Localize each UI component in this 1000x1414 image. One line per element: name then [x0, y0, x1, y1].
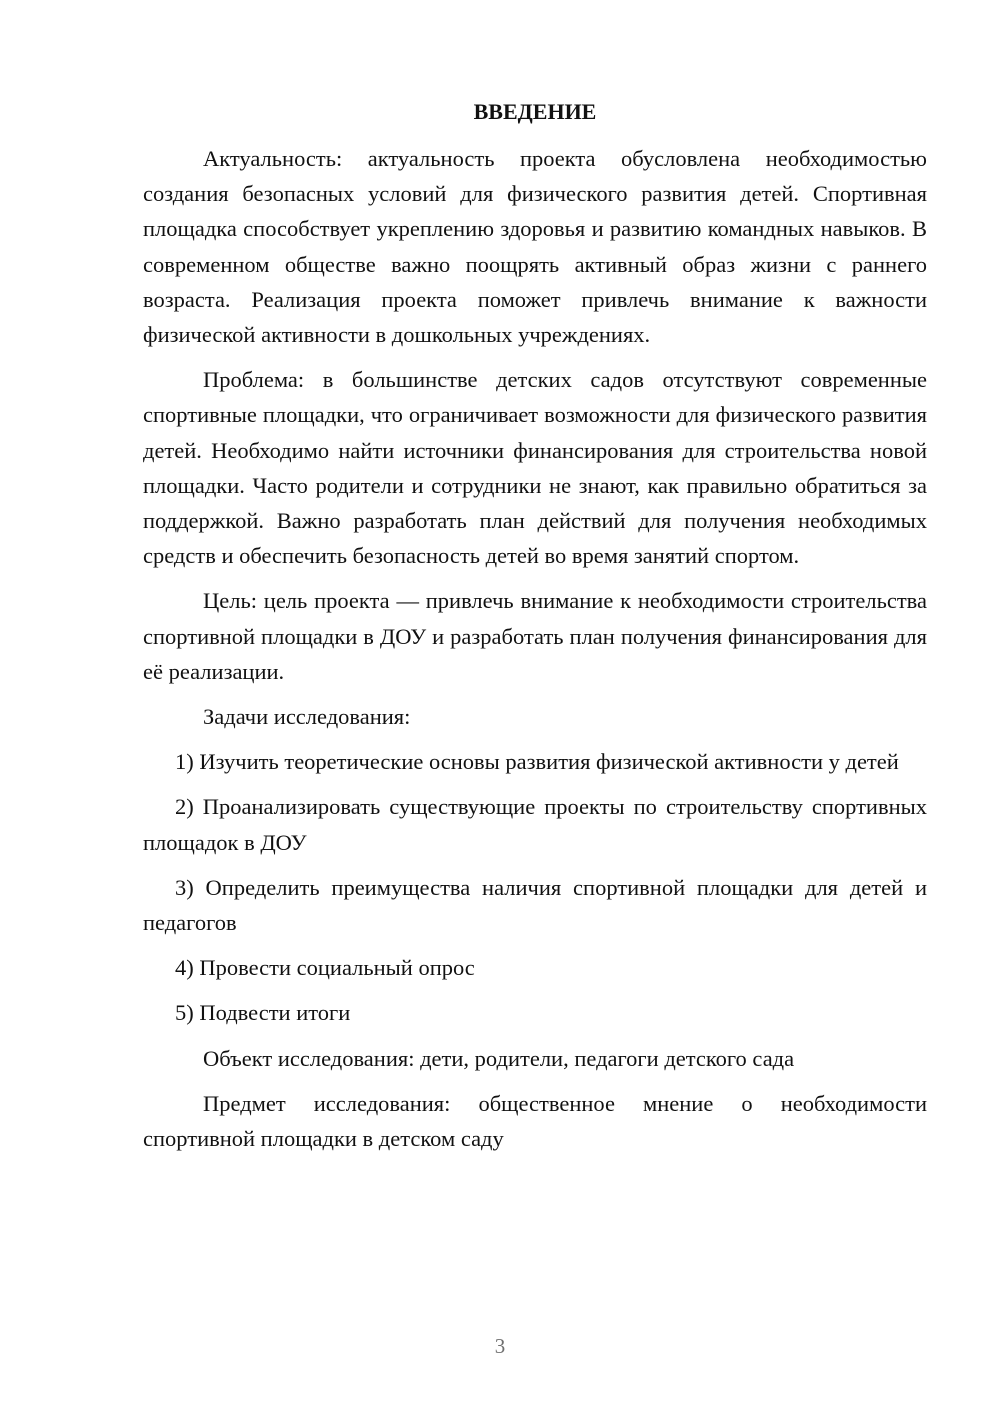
section-heading: ВВЕДЕНИЕ — [473, 99, 597, 124]
paragraph-problem: Проблема: в большинстве детских садов отсутствуют современные спортивные площадки, что ограничивает возможности для физического развития детей. Необходимо найти источники финансирования для строительства новой площадки. Часто родители и сотрудники не знают, как правильно обратиться за поддержкой. Важно разработать план действий для получения необходимых средств и обеспечить безопасность детей во время занятий спортом. — [143, 367, 927, 569]
task-item-3: 3) Определить преимущества наличия спортивной площадки для детей и педагогов — [143, 874, 927, 936]
paragraph-relevance: Актуальность: актуальность проекта обусловлена необходимостью создания безопасных условий для физического развития детей. Спортивная площадка способствует укреплению здоровья и развитию командных навыков. В современном обществе важно поощрять активный образ жизни с раннего возраста. Реализация проекта поможет привлечь внимание к важности физической активности в дошкольных учреждениях. — [143, 146, 927, 348]
task-item-2: 2) Проанализировать существующие проекты по строительству спортивных площадок в ДОУ — [143, 794, 927, 855]
page-content — [143, 94, 927, 1166]
paragraph-goal: Цель: цель проекта — привлечь внимание к необходимости строительства спортивной площадки в ДОУ и разработать план получения финансирования для её реализации. — [143, 588, 927, 684]
page-number: 3 — [494, 1334, 506, 1358]
paragraph-object: Объект исследования: дети, родители, педагоги детского сада — [203, 1045, 795, 1071]
paragraph-subject: Предмет исследования: общественное мнение о необходимости спортивной площадки в детском саду — [143, 1090, 927, 1152]
paragraph-tasks-title: Задачи исследования: — [203, 704, 411, 730]
task-item-4: 4) Провести социальный опрос — [175, 955, 475, 981]
task-item-5: 5) Подвести итоги — [175, 1000, 351, 1026]
task-item-1: 1) Изучить теоретические основы развития физической активности у детей — [175, 749, 899, 775]
